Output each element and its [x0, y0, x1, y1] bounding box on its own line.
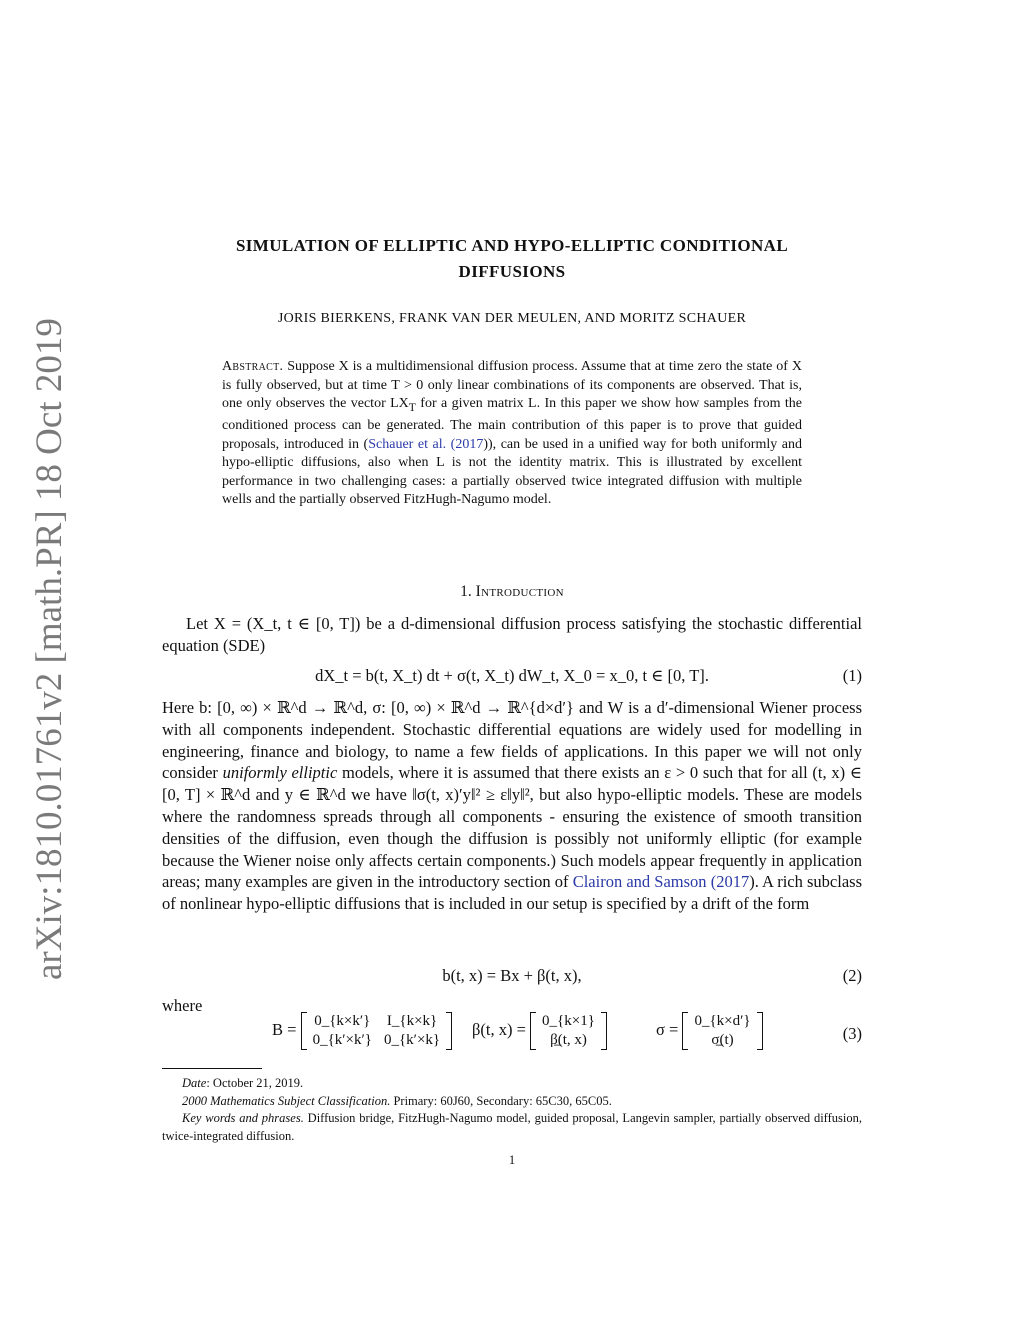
citation-year[interactable]: 2017 [716, 872, 750, 892]
intro-paragraph-1: Let X = (X_t, t ∈ [0, T]) be a d-dimensional diffusion process satisfying the stochastic differential equation (SDE) [162, 614, 862, 655]
matrix-b-cell: 0_{k×k′} [314, 1013, 371, 1029]
footnote-msc-label: 2000 Mathematics Subject Classification. [182, 1093, 391, 1108]
footnote-divider [162, 1068, 262, 1069]
title-line-1: SIMULATION OF ELLIPTIC AND HYPO-ELLIPTIC CONDITIONAL [235, 236, 789, 255]
abstract-label: Abstract. [222, 359, 284, 374]
matrix-b-cell: 0_{k′×k} [383, 1032, 441, 1048]
citation-link-schauer[interactable] [368, 437, 483, 452]
abstract-text-1: Suppose X is a multidimensional diffusion process. Assume that at time zero the state of X is fully observed, but at time T > 0 only linear combinations of its components are observed. That is, one only observes the vector LX [222, 359, 802, 411]
abstract-subscript-t: T [408, 400, 416, 414]
footnote-keywords-value: Diffusion bridge, FitzHugh-Nagumo model, guided proposal, Langevin sampler, partially observed diffusion, twice-integrated diffusion. [162, 1111, 862, 1143]
intro-paragraph-2-b: models, where it is assumed that there exists an ε > 0 such that for all (t, x) ∈ [0, T] × ℝ^d and y ∈ ℝ^d we have ‖σ(t, x)′y‖² ≥ ε‖y‖², but also hypo-elliptic models. These are models where the randomness spreads through all components - ensuring the existence of smooth transition densities of the diffusion, even though the diffusion is possibly not uniformly elliptic (for example because the Wiener noise only affects certain components.) Such models appear frequently in application areas; many examples are given in the introductory section of [162, 763, 862, 892]
eq3-sigma-lhs: σ = [656, 1019, 679, 1039]
introduction-body [162, 613, 862, 657]
paper-title [150, 233, 874, 285]
page-number: 1 [508, 1153, 516, 1167]
footnote-date-label: Date [182, 1076, 207, 1090]
section-number: 1. [460, 583, 472, 600]
citation-author[interactable]: Schauer et al. [368, 436, 447, 452]
equation-3-beta [472, 1012, 607, 1050]
citation-link-clairon[interactable] [573, 872, 750, 891]
equation-2-number: (2) [842, 966, 862, 985]
equation-1-number: (1) [842, 666, 862, 685]
footnote-keywords-label: Key words and phrases. [182, 1111, 304, 1125]
footnote-keywords [162, 1110, 862, 1145]
footnote-date-value: : October 21, 2019. [206, 1076, 304, 1090]
matrix-sigma [682, 1012, 762, 1050]
matrix-sigma-cell: 0_{k×d′} [694, 1013, 751, 1029]
footnote-msc [162, 1093, 862, 1111]
matrix-beta-cell: 0_{k×1} [542, 1013, 595, 1029]
footnote-msc-value: Primary: 60J60, Secondary: 65C30, 65C05. [390, 1093, 612, 1108]
abstract-text-2: for a given matrix L. In this paper we show how samples from the conditioned process can be generated. The main contribution of this paper is to prove that guided proposals, introduced in ( [222, 396, 802, 452]
footnote-date [162, 1075, 862, 1093]
citation-open: ( [446, 436, 456, 452]
intro-paragraph-2-c: ). A rich subclass of nonlinear hypo-elliptic diffusions that is included in our setup is specified by a drift of the form [162, 872, 862, 914]
matrix-b-cell: I_{k×k} [386, 1013, 438, 1029]
matrix-beta-cell: β̲(t, x) [550, 1032, 587, 1048]
section-heading [160, 583, 864, 601]
eq3-beta-lhs: β(t, x) = [472, 1019, 526, 1039]
footnotes [162, 1075, 862, 1145]
matrix-beta [530, 1012, 607, 1050]
citation-year[interactable]: 2017 [455, 436, 484, 452]
citation-open: ( [706, 872, 717, 892]
matrix-b-cell: 0_{k′×k′} [312, 1032, 372, 1048]
matrix-b [301, 1012, 453, 1050]
where-label: where [162, 996, 203, 1015]
equation-3-b [272, 1012, 452, 1050]
arxiv-identifier-stamp: arXiv:1810.01761v2 [math.PR] 18 Oct 2019 [29, 318, 70, 980]
equation-3 [162, 1012, 862, 1060]
intro-paragraph-2 [162, 697, 862, 915]
abstract-text-3: )), can be used in a unified way for both uniformly and hypo-elliptic diffusions, also when L is not the identity matrix. This is illustrated by excellent performance in two challenging cases: a partially observed twice integrated diffusion with multiple wells and the partially observed FitzHugh-Nagumo model. [222, 436, 802, 508]
section-title: Introduction [475, 583, 564, 600]
citation-author[interactable]: Clairon and Samson [572, 872, 707, 892]
intro-emphasis: uniformly elliptic [222, 763, 338, 783]
matrix-sigma-cell: σ̲(t) [711, 1032, 734, 1048]
eq3-b-lhs: B = [272, 1019, 297, 1039]
equation-1-body: dX_t = b(t, X_t) dt + σ(t, X_t) dW_t, X_0 = x_0, t ∈ [0, T]. [315, 666, 709, 685]
equation-3-sigma [656, 1012, 763, 1050]
intro-paragraph-2-a: Here b: [0, ∞) × ℝ^d → ℝ^d, σ: [0, ∞) × ℝ^d → ℝ^{d×d′} and W is a d′-dimensional Wiener process with all components independent. Stochastic differential equations are widely used for modelling in engineering, finance and biology, to name a few fields of applications. In this paper we will not only consider [162, 698, 862, 783]
equation-2-body: b(t, x) = Bx + β(t, x), [442, 966, 582, 985]
equation-3-number: (3) [842, 1024, 862, 1043]
author-list: JORIS BIERKENS, FRANK VAN DER MEULEN, AND MORITZ SCHAUER [277, 311, 747, 326]
abstract [222, 358, 802, 510]
title-line-2: DIFFUSIONS [458, 262, 566, 281]
